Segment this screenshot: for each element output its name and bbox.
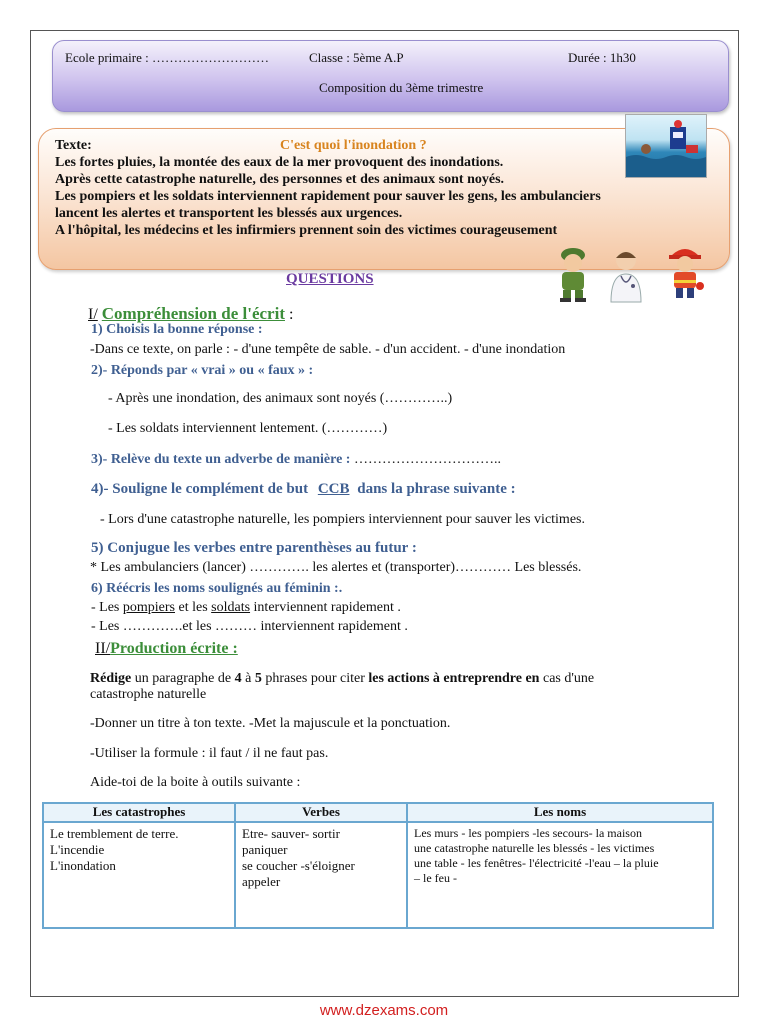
list-item: L'inondation [50,858,116,873]
flood-scene-icon [626,115,706,177]
composition-label: Composition du 3ème trimestre [319,80,484,95]
table-header: Les noms [407,803,713,822]
q4-row [91,481,516,498]
q4-label-end: dans la phrase suivante : [357,481,516,497]
list-item: L'incendie [50,842,105,857]
q2-statement-a: - Après une inondation, des animaux sont noyés (…………..) [108,391,453,406]
production-text: phrases pour citer [261,671,369,686]
verbs-cell [235,822,407,928]
list-item: Etre- sauver- sortir [242,826,340,841]
text-title: C'est quoi l'inondation ? [280,138,427,153]
doctor-illustration [603,246,649,304]
q6-line1-end: interviennent rapidement . [250,600,401,615]
production-instruction-3: Aide-toi de la boite à outils suivante : [90,775,301,790]
part1-title: Compréhension de l'écrit [101,304,285,323]
q6-label: 6) Réécris les noms soulignés au féminin :. [91,581,343,596]
q6-underlined-pompiers: pompiers [122,600,175,615]
q2-statement-b: - Les soldats interviennent lentement. (…………) [108,421,388,436]
part1-colon: : [288,306,294,323]
part1-heading [88,304,293,324]
firefighter-illustration [662,242,708,300]
production-line1 [90,671,594,687]
list-item: paniquer [242,842,288,857]
q3-row [91,452,501,468]
part2-number: II/ [95,640,111,657]
q6-underlined-soldats: soldats [211,600,251,615]
table-header: Les catastrophes [43,803,235,822]
duration-label: Durée : 1h30 [568,50,636,65]
list-item: Le tremblement de terre. [50,826,179,841]
q4-label: 4)- Souligne le complément de but [91,481,309,497]
list-item: se coucher -s'éloigner [242,858,355,873]
nouns-cell [407,822,713,928]
text-line: Après cette catastrophe naturelle, des personnes et des animaux sont noyés. [55,172,505,187]
q3-label: 3)- Relève du texte un adverbe de manière : [91,452,351,467]
list-item: Les murs - les pompiers -les secours- la maison [414,826,642,840]
q4-sentence: - Lors d'une catastrophe naturelle, les pompiers interviennent pour sauver les victimes. [100,512,585,527]
q6-line1 [91,600,401,616]
q6-line1-start: - Les [91,600,123,615]
production-emphasis: les actions à entreprendre en [368,671,540,686]
table-header-row [43,803,713,822]
production-verb: Rédige [90,671,132,686]
text-line: A l'hôpital, les médecins et les infirmiers prennent soin des victimes courageusement [55,223,558,238]
q6-line1-mid: et les [175,600,212,615]
list-item: une catastrophe naturelle les blessés - les victimes [414,841,655,855]
production-line2: catastrophe naturelle [90,687,207,702]
list-item: – le feu - [414,871,457,885]
text-line: lancent les alertes et transportent les blessés aux urgences. [55,206,403,221]
flood-illustration [625,114,707,178]
q4-ccb: CCB [317,481,350,497]
q1-choices: -Dans ce texte, on parle : - d'une tempête de sable. - d'un accident. - d'une inondation [90,342,566,357]
production-instruction-1: -Donner un titre à ton texte. -Met la majuscule et la ponctuation. [90,716,451,731]
production-min: 4 [234,671,242,686]
exam-header [52,40,729,112]
soldier-icon [550,245,596,303]
list-item: appeler [242,874,281,889]
part2-title: Production écrite : [110,640,238,657]
production-instruction-2: -Utiliser la formule : il faut / il ne faut pas. [90,746,329,761]
list-item: une table - les fenêtres- l'électricité -l'eau – la pluie [414,856,659,870]
part2-heading [95,640,238,658]
part1-number: I/ [88,306,98,323]
production-text: à [241,671,255,686]
q2-label: 2)- Réponds par « vrai » ou « faux » : [91,363,314,378]
production-text: un paragraphe de [131,671,235,686]
table-row [43,822,713,928]
doctor-icon [603,246,649,304]
firefighter-icon [662,242,708,300]
footer-link[interactable]: www.dzexams.com [319,1002,449,1019]
toolbox-table [42,802,714,929]
q6-line2: - Les ………….et les ……… interviennent rapidement . [91,619,408,634]
text-line: Les pompiers et les soldats interviennent rapidement pour sauver les gens, les ambulanciers [55,189,601,204]
q5-sentence: * Les ambulanciers (lancer) …………. les alertes et (transporter)………… Les blessés. [90,560,582,575]
school-field: Ecole primaire : ……………………… [65,50,269,65]
production-max: 5 [254,671,262,686]
production-text: cas d'une [539,671,595,686]
text-label: Texte: [55,138,92,153]
table-header: Verbes [235,803,407,822]
q5-label: 5) Conjugue les verbes entre parenthèses au futur : [91,540,417,556]
catastrophes-cell [43,822,235,928]
questions-title: QUESTIONS [286,271,374,287]
q1-label: 1) Choisis la bonne réponse : [91,322,263,337]
class-label: Classe : 5ème A.P [309,50,404,65]
soldier-illustration [550,245,596,303]
q3-answer-dots: ………………………….. [353,452,501,467]
text-line: Les fortes pluies, la montée des eaux de la mer provoquent des inondations. [55,155,504,170]
